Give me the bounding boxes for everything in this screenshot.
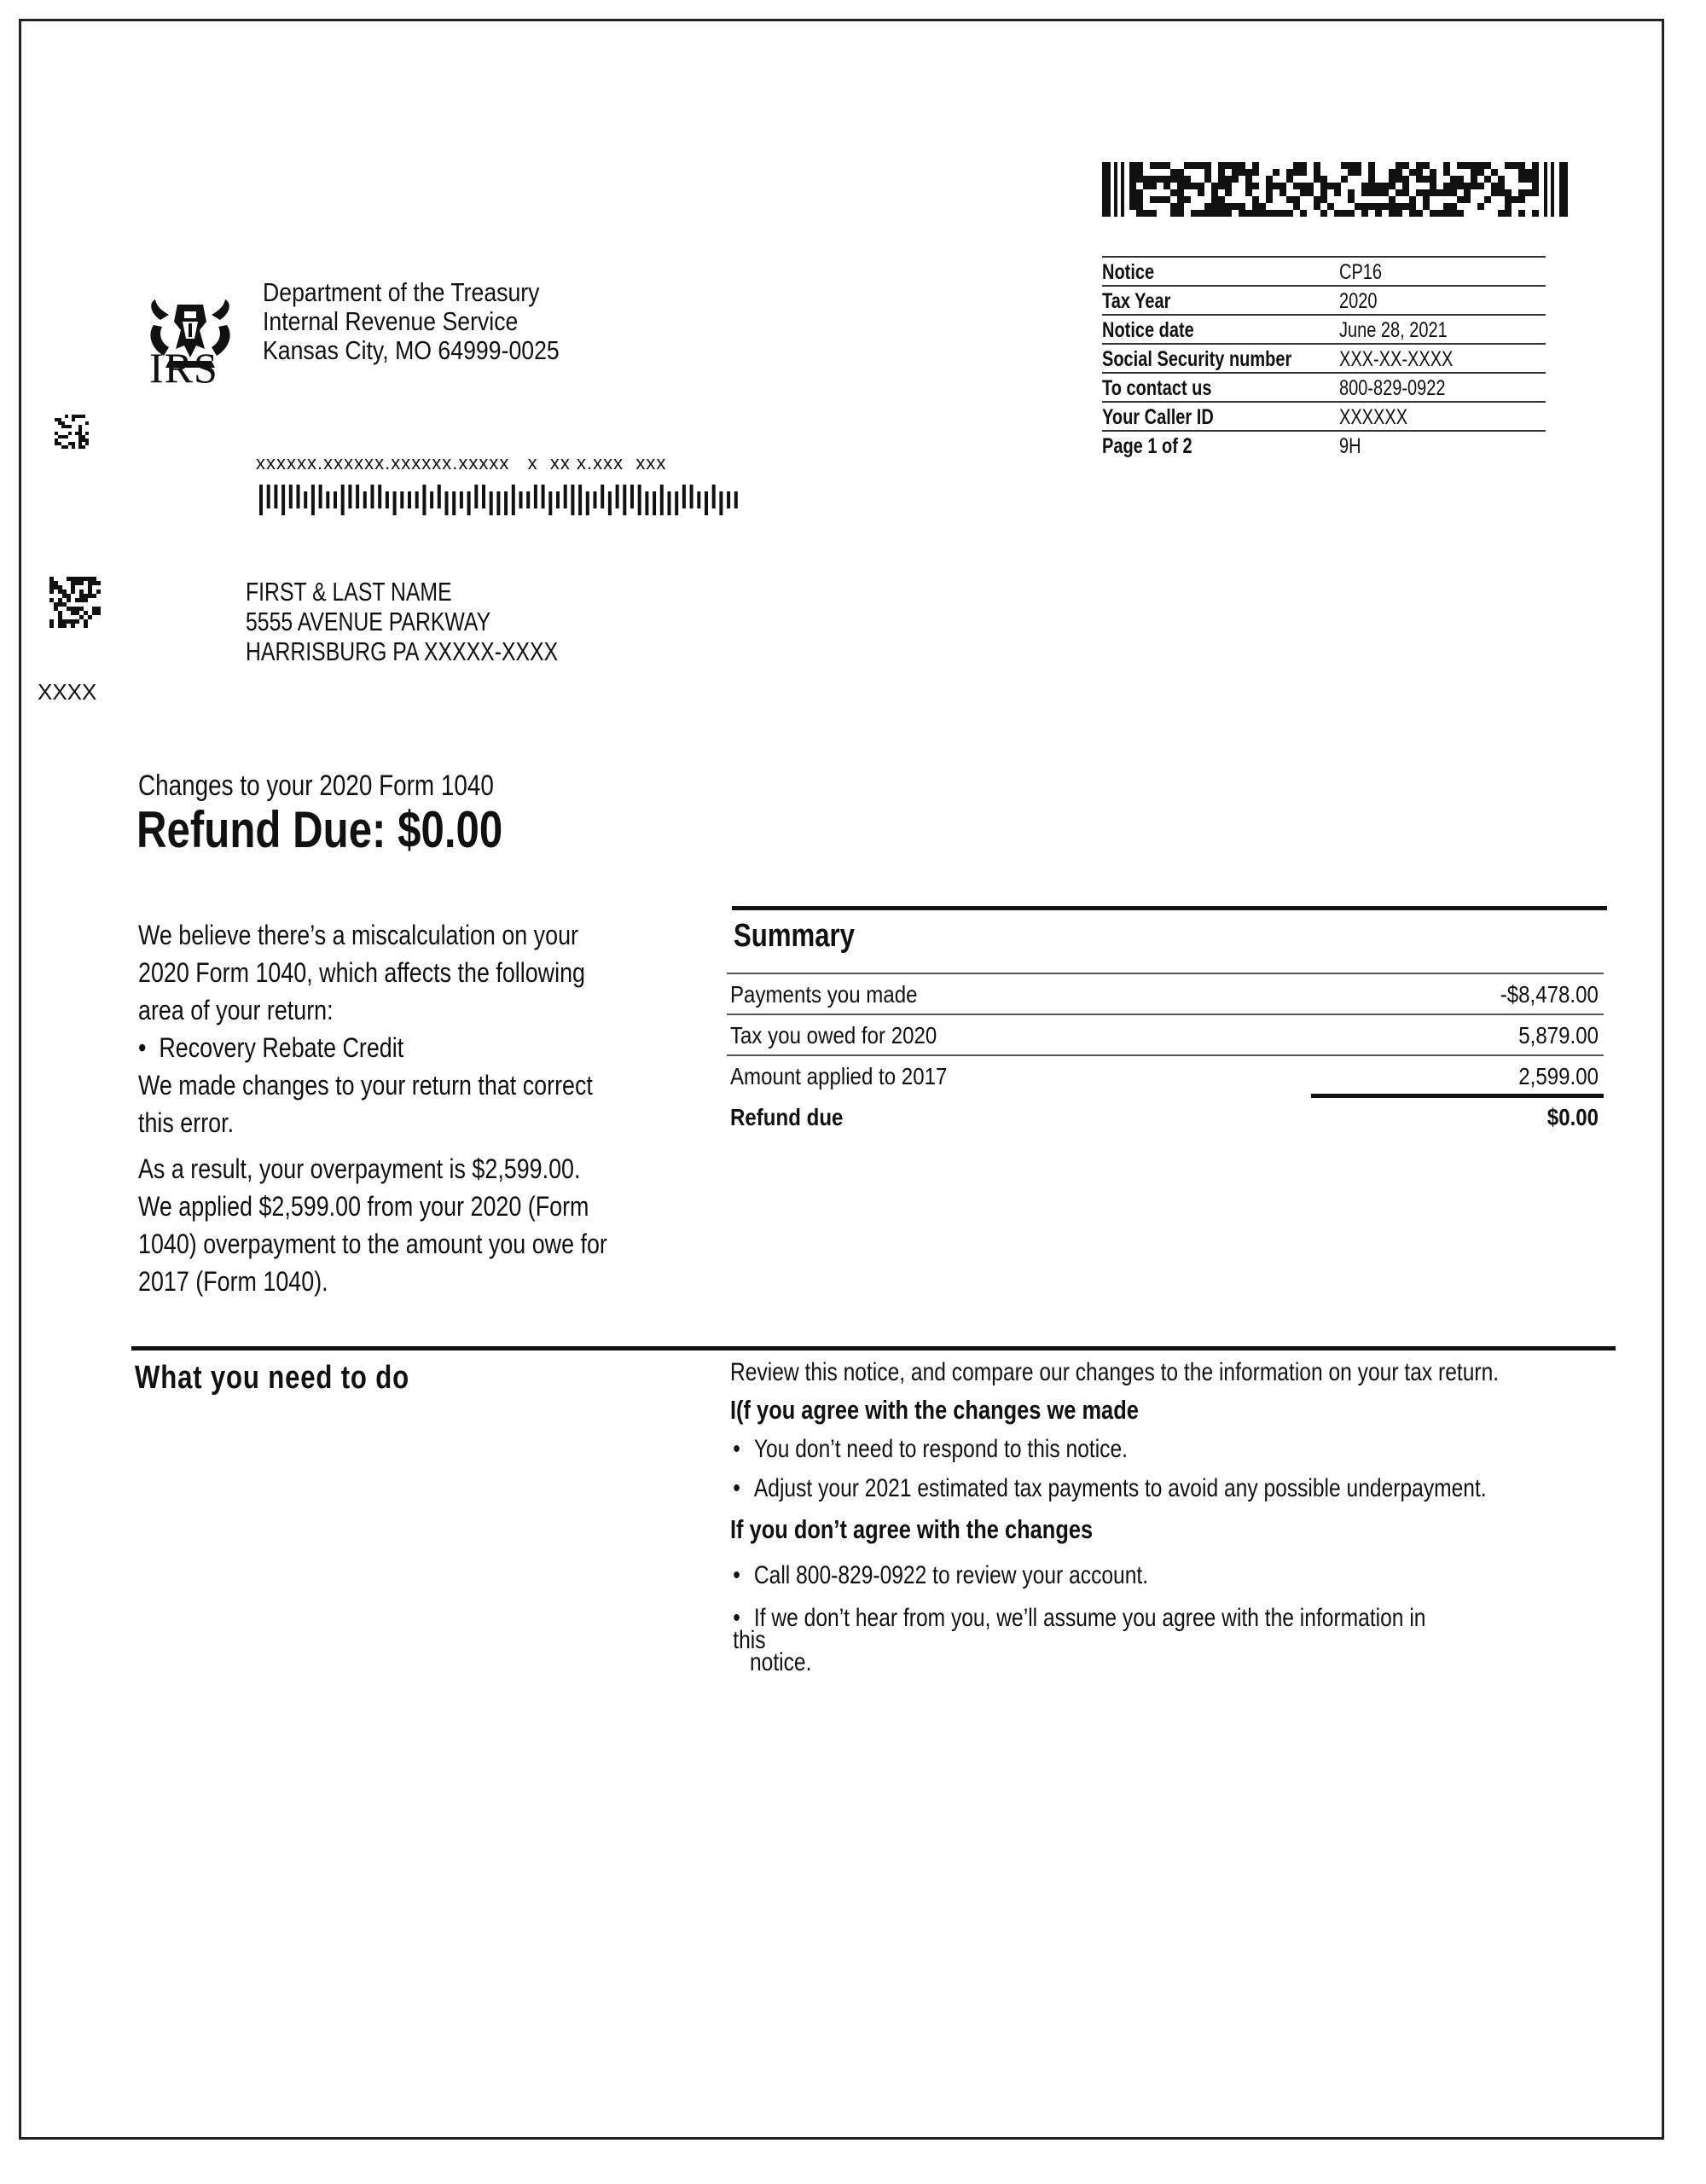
intro-line: We applied $2,599.00 from your 2020 (Form (138, 1191, 589, 1222)
disagree-item: • Call 800-829-0922 to review your account. (733, 1561, 1149, 1589)
ssn-label: Social Security number (1102, 347, 1292, 371)
notice-row (1102, 257, 1546, 286)
postal-barcode (259, 485, 746, 515)
intro-line: area of your return: (138, 995, 334, 1025)
notice-info-table (1102, 256, 1546, 459)
agency-line-1: Department of the Treasury (263, 277, 540, 307)
notice-label: Notice (1102, 260, 1155, 284)
agree-item-text: Adjust your 2021 estimated tax payments to avoid any possible underpayment. (753, 1474, 1487, 1502)
intro-line: We made changes to your return that correct (138, 1070, 593, 1101)
agree-item: • You don’t need to respond to this notice. (733, 1435, 1129, 1463)
intro-line: 2020 Form 1040, which affects the following (138, 957, 585, 988)
recipient-street: 5555 AVENUE PARKWAY (246, 607, 491, 636)
notice-date-value: June 28, 2021 (1338, 318, 1448, 342)
agency-line-2: Internal Revenue Service (263, 306, 519, 336)
summary-total-row (727, 1095, 1604, 1136)
contact-value: 800-829-0922 (1338, 376, 1446, 400)
intro-text (138, 916, 684, 1300)
agency-address (263, 278, 607, 365)
summary-row-label: Amount applied to 2017 (730, 1063, 948, 1089)
caller-id-value: XXXXXX (1338, 405, 1407, 429)
total-rule (1311, 1094, 1604, 1098)
disagree-item-continuation: notice. (749, 1648, 812, 1676)
summary-row-value: 5,879.00 (1518, 1022, 1599, 1048)
disagree-item-text: If we don’t hear from you, we’ll assume you agree with the information in this (733, 1604, 1426, 1654)
notice-subtitle: Changes to your 2020 Form 1040 (138, 770, 494, 802)
summary-total-label: Refund due (730, 1104, 844, 1130)
tax-year-label: Tax Year (1102, 289, 1171, 313)
recipient-name: FIRST & LAST NAME (246, 577, 452, 607)
notice-row (1102, 373, 1546, 402)
notice-row (1102, 431, 1546, 459)
what-to-do-title: What you need to do (135, 1360, 409, 1396)
notice-row (1102, 286, 1546, 315)
refund-due-headline: Refund Due: $0.00 (136, 801, 503, 858)
routing-line: xxxxxx.xxxxxx.xxxxxx.xxxxx x xx x.xxx xxx (256, 452, 667, 473)
summary-row-label: Payments you made (730, 981, 918, 1008)
what-to-do-intro: Review this notice, and compare our changes to the information on your tax return. (730, 1358, 1500, 1386)
disagree-item: • If we don’t hear from you, we’ll assume you agree with the information in this notice. (730, 1607, 1451, 1674)
notice-row (1102, 402, 1546, 431)
summary-row-value: -$8,478.00 (1500, 981, 1599, 1008)
top-barcode (1102, 162, 1571, 217)
page-code-value: 9H (1338, 434, 1361, 458)
intro-bullet: • Recovery Rebate Credit (138, 1032, 404, 1063)
summary-row (727, 973, 1604, 1014)
summary-table (727, 973, 1604, 1136)
side-mark: XXXX (38, 679, 97, 705)
recipient-address (246, 577, 636, 666)
page-label: Page 1 of 2 (1102, 434, 1192, 458)
summary-total-value: $0.00 (1546, 1104, 1599, 1130)
disagree-item-text: Call 800-829-0922 to review your account. (753, 1561, 1149, 1589)
summary-row-value: 2,599.00 (1518, 1063, 1599, 1089)
notice-date-label: Notice date (1102, 318, 1194, 342)
what-to-do-divider (131, 1346, 1616, 1350)
intro-line: We believe there’s a miscalculation on your (138, 920, 578, 950)
recipient-city: HARRISBURG PA XXXXX-XXXX (246, 636, 559, 666)
intro-line: 1040) overpayment to the amount you owe for (138, 1228, 607, 1259)
caller-id-label: Your Caller ID (1102, 405, 1214, 429)
notice-row (1102, 315, 1546, 344)
agree-item-text: You don’t need to respond to this notice. (753, 1435, 1129, 1463)
agree-item: • Adjust your 2021 estimated tax payments to avoid any possible underpayment. (733, 1474, 1487, 1502)
what-to-do-body (730, 1355, 1609, 1674)
agency-line-3: Kansas City, MO 64999-0025 (263, 335, 560, 365)
tax-year-value: 2020 (1338, 289, 1378, 313)
summary-divider (732, 906, 1607, 910)
agree-heading: I(f you agree with the changes we made (730, 1395, 1139, 1425)
qr-code-icon (49, 577, 101, 628)
intro-line: As a result, your overpayment is $2,599.00. (138, 1153, 581, 1184)
intro-line: 2017 (Form 1040). (138, 1266, 328, 1297)
qr-code-icon (55, 415, 89, 449)
notice-value: CP16 (1338, 260, 1382, 284)
irs-logo-text: IRS (149, 344, 218, 392)
notice-row (1102, 344, 1546, 373)
summary-title: Summary (734, 918, 856, 954)
bullet-text: Recovery Rebate Credit (159, 1032, 404, 1063)
contact-label: To contact us (1102, 376, 1212, 400)
summary-row-label: Tax you owed for 2020 (730, 1022, 937, 1048)
intro-line: this error. (138, 1107, 235, 1138)
summary-row (727, 1014, 1604, 1054)
ssn-value: XXX-XX-XXXX (1338, 347, 1454, 371)
summary-row (727, 1054, 1604, 1095)
disagree-heading: If you don’t agree with the changes (730, 1514, 1094, 1544)
